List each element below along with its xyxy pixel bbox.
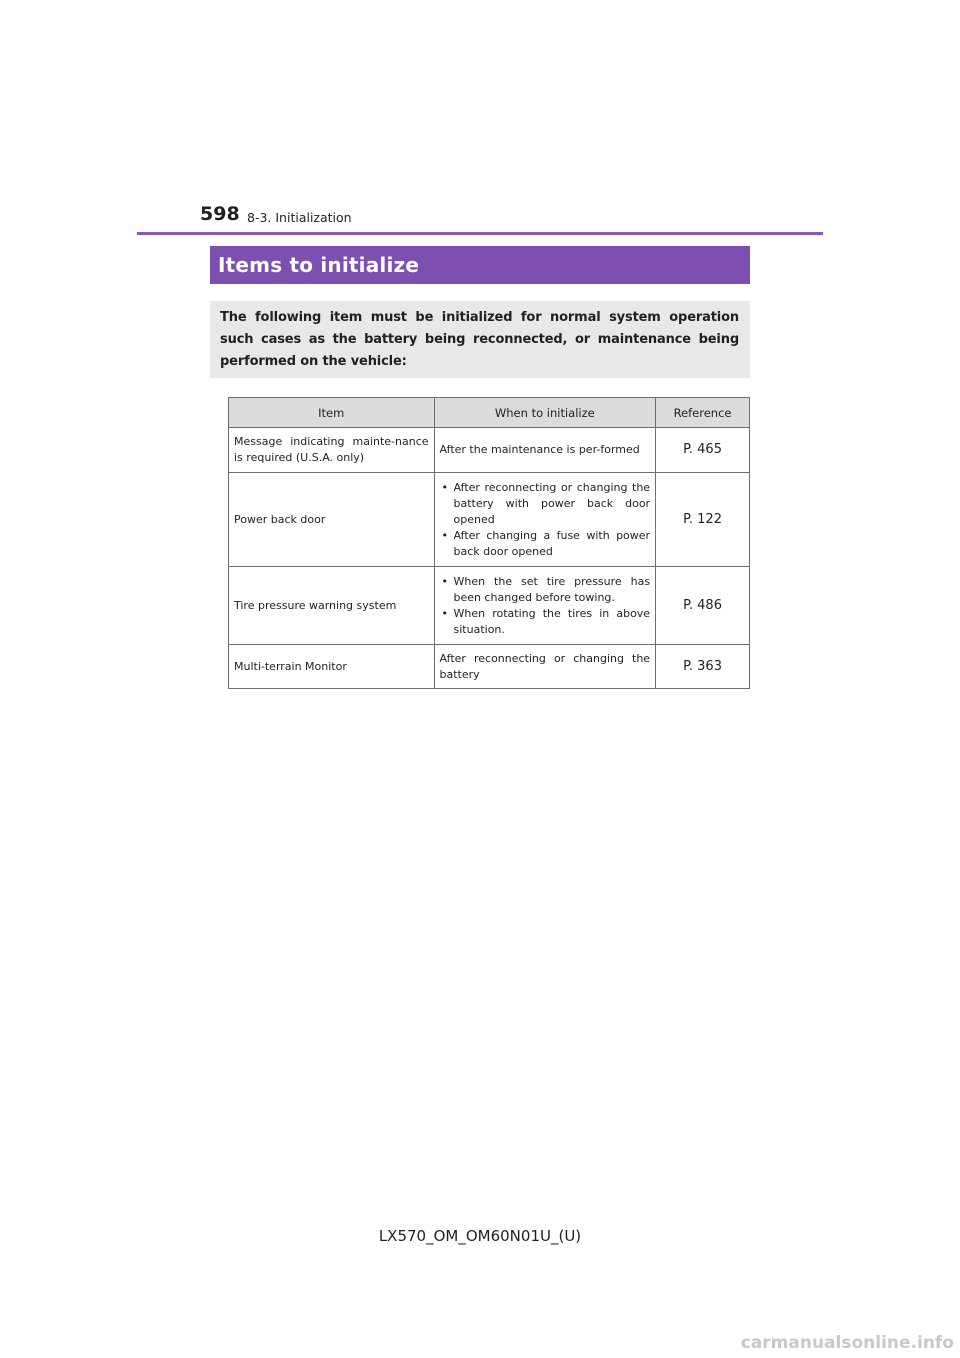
watermark: carmanualsonline.info (740, 1333, 954, 1353)
table-row (229, 645, 750, 689)
initialize-items-table (228, 397, 750, 689)
when-list-item (440, 574, 651, 606)
when-cell: After reconnecting or changing the battery (434, 645, 656, 689)
when-text: After changing a fuse with power back door opened (453, 528, 651, 558)
column-header-item: Item (229, 398, 435, 428)
reference-cell: P. 363 (656, 645, 750, 689)
column-header-reference: Reference (656, 398, 750, 428)
intro-text: The following item must be initialized for normal system operation such cases as the battery being reconnected, or maintenance being performed on the vehicle: (220, 310, 739, 369)
when-cell: After the maintenance is per-formed (434, 428, 656, 473)
when-list (440, 480, 651, 560)
page-number: 598 (200, 203, 240, 225)
reference-cell: P. 122 (656, 473, 750, 567)
when-text: When rotating the tires in above situation. (453, 606, 651, 636)
table-row (229, 473, 750, 567)
when-list-item (440, 480, 651, 528)
table-row (229, 428, 750, 473)
table-header-row (229, 398, 750, 428)
item-cell: Message indicating mainte-nance is required (U.S.A. only) (229, 428, 435, 473)
header-divider (137, 232, 823, 235)
bullet-icon: • (441, 528, 449, 542)
when-text: After reconnecting or changing the battery with power back door opened (453, 480, 651, 526)
when-list-item (440, 528, 651, 560)
bullet-icon: • (441, 480, 449, 494)
section-label: 8-3. Initialization (247, 210, 352, 225)
bullet-icon: • (441, 606, 449, 620)
when-list (440, 574, 651, 638)
column-header-when: When to initialize (434, 398, 656, 428)
when-cell (434, 473, 656, 567)
when-cell (434, 567, 656, 645)
intro-box (210, 301, 750, 378)
item-cell: Multi-terrain Monitor (229, 645, 435, 689)
footer-document-code: LX570_OM_OM60N01U_(U) (378, 1227, 582, 1245)
table-row (229, 567, 750, 645)
item-cell: Power back door (229, 473, 435, 567)
bullet-icon: • (441, 574, 449, 588)
section-title: Items to initialize (218, 253, 420, 277)
reference-cell: P. 486 (656, 567, 750, 645)
reference-cell: P. 465 (656, 428, 750, 473)
section-title-bar (210, 246, 750, 284)
when-text: When the set tire pressure has been changed before towing. (453, 574, 651, 604)
when-list-item (440, 606, 651, 638)
item-cell: Tire pressure warning system (229, 567, 435, 645)
